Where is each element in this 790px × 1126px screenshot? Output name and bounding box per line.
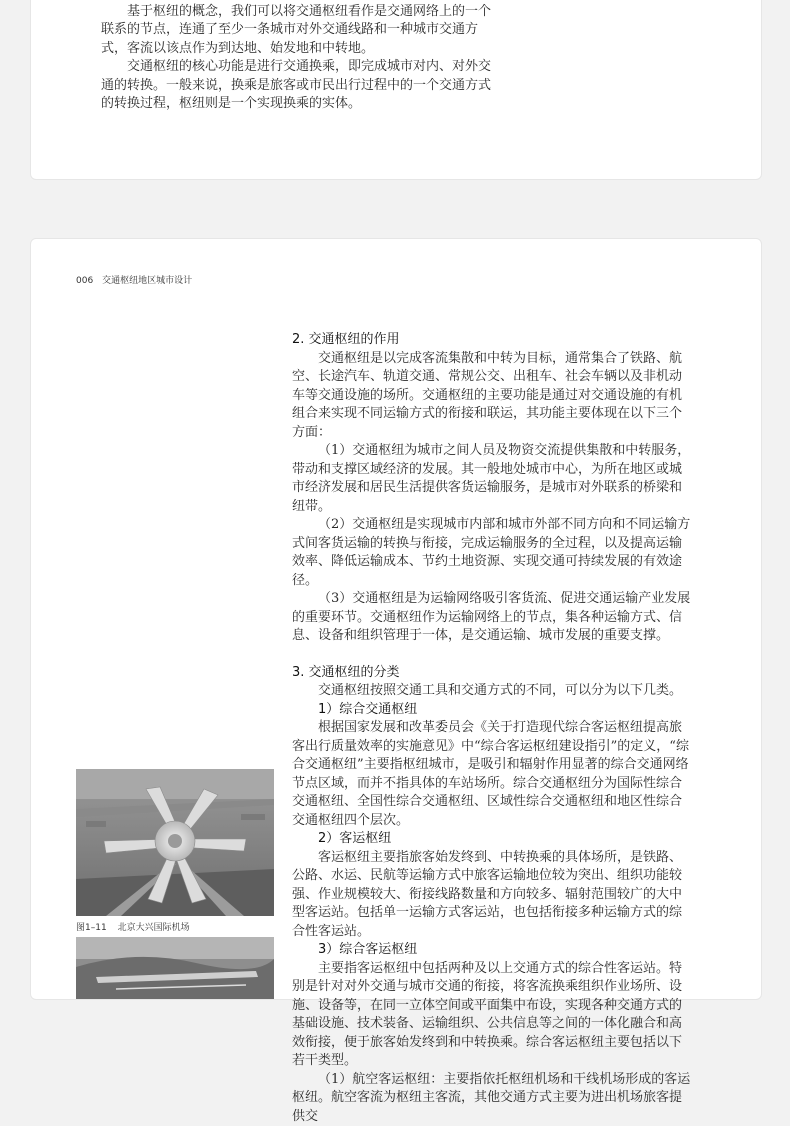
- section-2-title: 2. 交通枢纽的作用: [292, 331, 692, 350]
- section-3-title: 3. 交通枢纽的分类: [292, 664, 692, 683]
- subsection-1-title: 1）综合交通枢纽: [292, 701, 692, 720]
- terminal-photo: [76, 937, 274, 999]
- book-page: [30, 238, 762, 1000]
- paragraph: 根据国家发展和改革委员会《关于打造现代综合客运枢纽提高旅客出行质量效率的实施意见》中“综合客运枢纽建设指引”的定义，“综合交通枢纽”主要指枢纽城市，是吸引和辐射作用显著的综合交通网络节点区域，而并不指具体的车站场所。综合交通枢纽分为国际性综合交通枢纽、全国性综合交通枢纽、区域性综合交通枢纽和地区性综合交通枢纽四个层次。: [292, 719, 692, 830]
- page-number: 006: [76, 276, 93, 286]
- paragraph: 交通枢纽是以完成客流集散和中转为目标，通常集合了铁路、航空、长途汽车、轨道交通、常规公交、出租车、社会车辆以及非机动车等交通设施的场所。交通枢纽的主要功能是通过对交通设施的有机组合来实现不同运输方式的衔接和联运，其功能主要体现在以下三个方面：: [292, 350, 692, 443]
- paragraph: 交通枢纽按照交通工具和交通方式的不同，可以分为以下几类。: [292, 682, 692, 701]
- subsection-2-title: 2）客运枢纽: [292, 830, 692, 849]
- paragraph: 基于枢纽的概念，我们可以将交通枢纽看作是交通网络上的一个联系的节点，连通了至少一条城市对外交通线路和一种城市交通方式，客流以该点作为到达地、始发地和中转地。: [101, 3, 503, 59]
- figure-number: 图1–11: [76, 923, 107, 933]
- airport-aerial-photo: [76, 769, 274, 916]
- figure-title: 北京大兴国际机场: [118, 923, 190, 933]
- paragraph: （1）交通枢纽为城市之间人员及物资交流提供集散和中转服务，带动和支撑区域经济的发展。其一般地处城市中心，为所在地区或城市经济发展和居民生活提供客货运输服务，是城市对外联系的桥梁和纽带。: [292, 442, 692, 516]
- main-text: [292, 331, 692, 1126]
- figure-caption: [76, 920, 190, 933]
- paragraph: 客运枢纽主要指旅客始发终到、中转换乘的具体场所，是铁路、公路、水运、民航等运输方式中旅客运输地位较为突出、组织功能较强、作业规模较大、衔接线路数量和方向较多、辐射范围较广的大中型客运站。包括单一运输方式客运站，也包括衔接多种运输方式的综合性客运站。: [292, 849, 692, 942]
- book-title: 交通枢纽地区城市设计: [102, 276, 192, 286]
- paragraph: （3）交通枢纽是为运输网络吸引客货流、促进交通运输产业发展的重要环节。交通枢纽作为运输网络上的节点，集各种运输方式、信息、设备和组织管理于一体，是交通运输、城市发展的重要支撑。: [292, 590, 692, 646]
- previous-page-text: [101, 0, 503, 114]
- previous-page: [30, 0, 762, 180]
- paragraph: 主要指客运枢纽中包括两种及以上交通方式的综合性客运站。特别是针对对外交通与城市交通的衔接，将客流换乘组织作业场所、设施、设备等，在同一立体空间或平面集中布设，实现各种交通方式的基础设施、技术装备、运输组织、公共信息等之间的一体化融合和高效衔接，便于旅客始发终到和中转换乘。综合客运枢纽主要包括以下若干类型。: [292, 960, 692, 1071]
- subsection-3-title: 3）综合客运枢纽: [292, 941, 692, 960]
- paragraph: （2）交通枢纽是实现城市内部和城市外部不同方向和不同运输方式间客货运输的转换与衔接，完成运输服务的全过程，以及提高运输效率、降低运输成本、节约土地资源、实现交通可持续发展的有效途径。: [292, 516, 692, 590]
- paragraph: （1）航空客运枢纽：主要指依托枢纽机场和干线机场形成的客运枢纽。航空客流为枢纽主客流，其他交通方式主要为进出机场旅客提供交: [292, 1071, 692, 1126]
- running-header: [76, 273, 192, 286]
- paragraph: 交通枢纽的核心功能是进行交通换乘，即完成城市对内、对外交通的转换。一般来说，换乘是旅客或市民出行过程中的一个交通方式的转换过程，枢纽则是一个实现换乘的实体。: [101, 58, 503, 114]
